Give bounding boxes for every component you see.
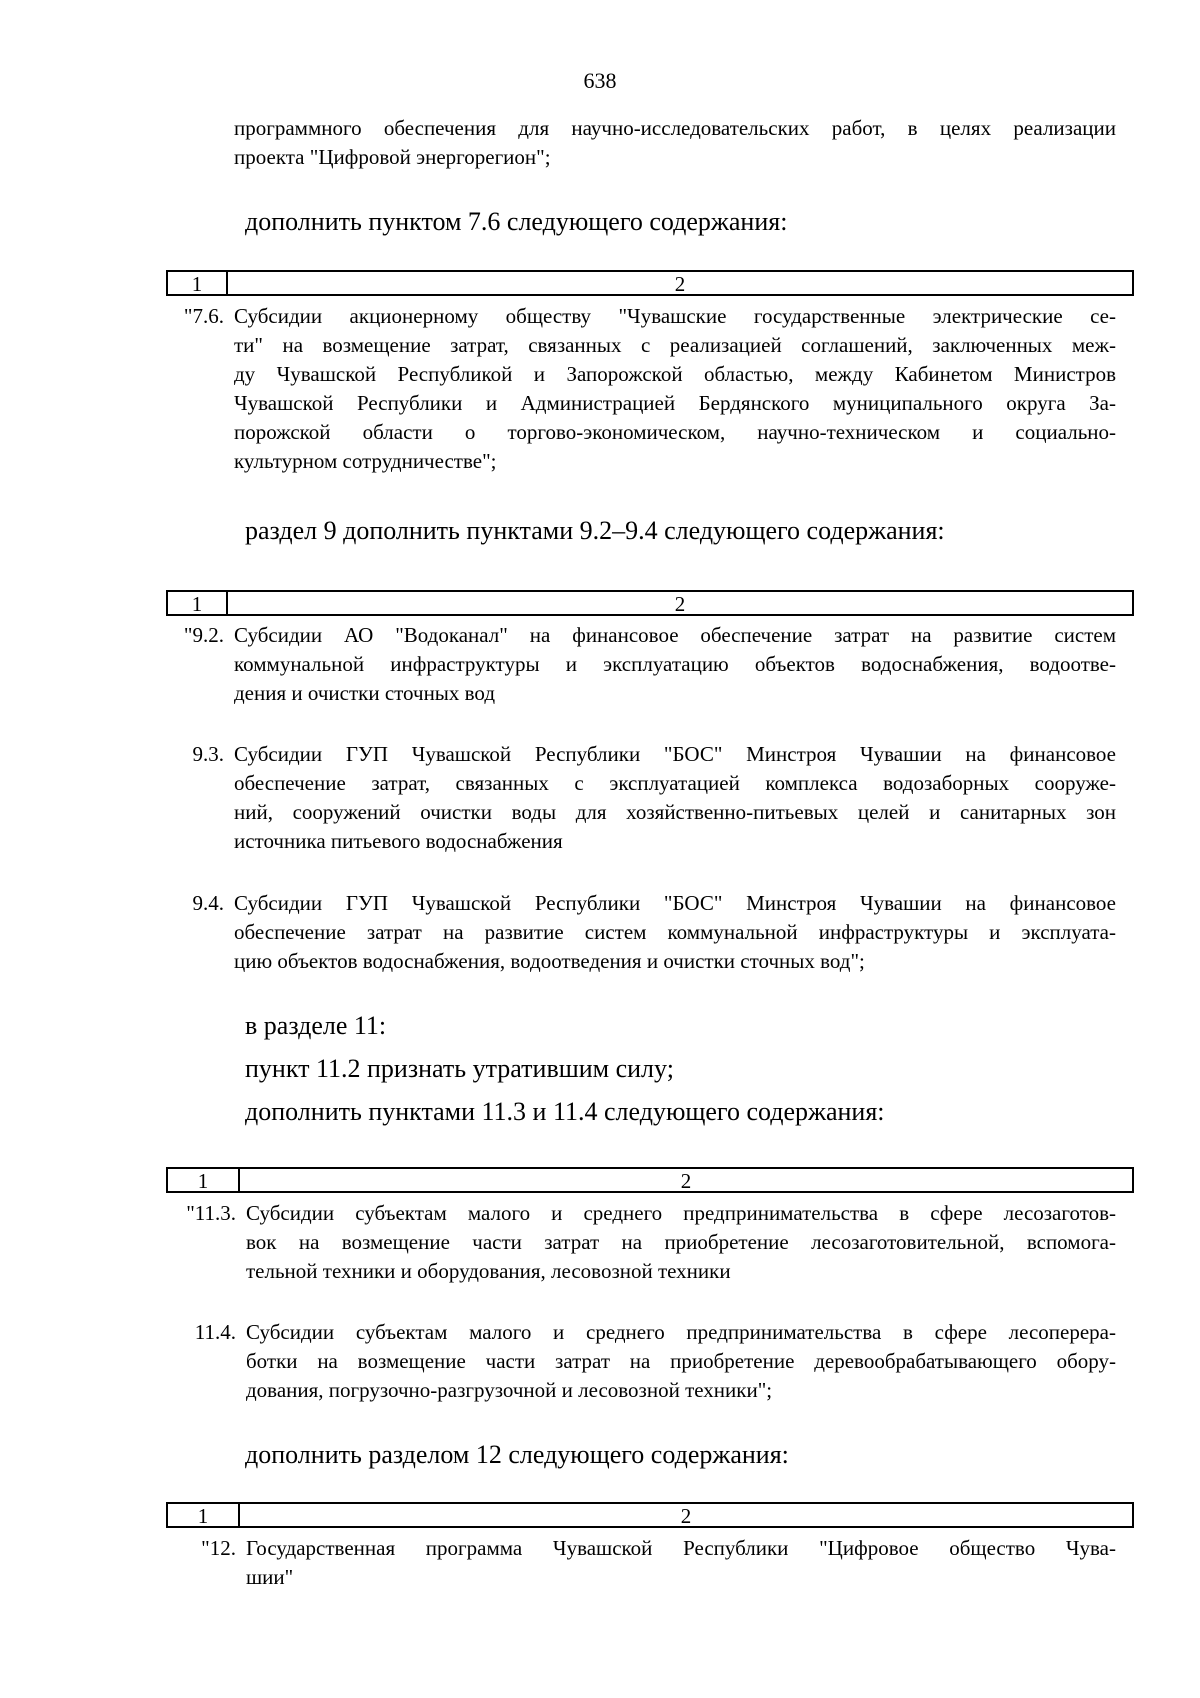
section-11-amend: дополнить пунктами 11.3 и 11.4 следующего содержания:: [245, 1097, 885, 1126]
section-11-repeal: пункт 11.2 признать утратившим силу;: [245, 1054, 674, 1083]
item-7-6-text: [234, 302, 1116, 476]
item-line: Государственная программа Чувашской Республики "Цифровое общество Чува-: [246, 1536, 1116, 1560]
item-line: источника питьевого водоснабжения: [234, 829, 563, 853]
intro-line: проекта "Цифровой энергорегион";: [234, 145, 551, 169]
item-number: 11.4.: [194, 1320, 236, 1344]
table-header: [166, 270, 1134, 296]
table-header-col1: 1: [168, 592, 228, 614]
item-line: дения и очистки сточных вод: [234, 681, 496, 705]
item-number: "12.: [201, 1536, 236, 1560]
section-11-heading: в разделе 11:: [245, 1011, 387, 1040]
item-line: Субсидии АО "Водоканал" на финансовое обеспечение затрат на развитие систем: [234, 623, 1116, 647]
item-line: ний, сооружений очистки воды для хозяйственно-питьевых целей и санитарных зон: [234, 800, 1116, 824]
item-line: цию объектов водоснабжения, водоотведения и очистки сточных вод";: [234, 949, 865, 973]
table-header-col1: 1: [168, 272, 228, 294]
table-header: [166, 1502, 1134, 1528]
item-line: ти" на возмещение затрат, связанных с реализацией соглашений, заключенных меж-: [234, 333, 1116, 357]
item-12-text: [246, 1534, 1116, 1592]
item-line: дования, погрузочно-разгрузочной и лесовозной техники";: [246, 1378, 773, 1402]
item-line: ду Чувашской Республикой и Запорожской областью, между Кабинетом Министров: [234, 362, 1116, 386]
item-line: вок на возмещение части затрат на приобретение лесозаготовительной, вспомога-: [246, 1230, 1116, 1254]
item-9-4-text: [234, 889, 1116, 976]
table-header-col2: 2: [674, 272, 686, 296]
item-line: обеспечение затрат, связанных с эксплуатацией комплекса водозаборных сооруже-: [234, 771, 1116, 795]
item-11-4-text: [246, 1318, 1116, 1405]
item-number: 9.3.: [192, 742, 224, 766]
item-line: коммунальной инфраструктуры и эксплуатацию объектов водоснабжения, водоотве-: [234, 652, 1116, 676]
table-header-col2: 2: [680, 1504, 692, 1528]
item-line: Субсидии ГУП Чувашской Республики "БОС" Минстроя Чувашии на финансовое: [234, 742, 1116, 766]
table-header-col1: 1: [168, 1504, 240, 1526]
item-line: тельной техники и оборудования, лесовозной техники: [246, 1259, 731, 1283]
item-line: Субсидии акционерному обществу "Чувашские государственные электрические се-: [234, 304, 1116, 328]
item-9-2-text: [234, 621, 1116, 708]
amend-12-heading: дополнить разделом 12 следующего содержания:: [245, 1440, 789, 1469]
item-number: 9.4.: [192, 891, 224, 915]
item-11-3-text: [246, 1199, 1116, 1286]
intro-line: программного обеспечения для научно-исследовательских работ, в целях реализации: [234, 116, 1116, 140]
table-header-col2: 2: [674, 592, 686, 616]
amend-7-6-heading: дополнить пунктом 7.6 следующего содержания:: [245, 207, 788, 236]
table-header-col2: 2: [680, 1169, 692, 1193]
table-header: [166, 1167, 1134, 1193]
item-number: "11.3.: [186, 1201, 236, 1225]
intro-paragraph: [234, 114, 1116, 172]
item-line: Субсидии ГУП Чувашской Республики "БОС" Минстроя Чувашии на финансовое: [234, 891, 1116, 915]
item-line: шии": [246, 1565, 294, 1589]
item-line: Чувашской Республики и Администрацией Бердянского муниципального округа За-: [234, 391, 1116, 415]
item-line: обеспечение затрат на развитие систем коммунальной инфраструктуры и эксплуата-: [234, 920, 1116, 944]
table-header-col1: 1: [168, 1169, 240, 1191]
item-line: Субсидии субъектам малого и среднего предпринимательства в сфере лесозаготов-: [246, 1201, 1116, 1225]
item-9-3-text: [234, 740, 1116, 856]
item-line: Субсидии субъектам малого и среднего предпринимательства в сфере лесоперера-: [246, 1320, 1116, 1344]
item-line: порожской области о торгово-экономическом, научно-техническом и социально-: [234, 420, 1116, 444]
item-number: "7.6.: [183, 304, 224, 328]
page-number: 638: [583, 68, 617, 93]
item-line: культурном сотрудничестве";: [234, 449, 497, 473]
item-number: "9.2.: [183, 623, 224, 647]
amend-9-heading: раздел 9 дополнить пунктами 9.2–9.4 следующего содержания:: [245, 516, 945, 545]
table-header: [166, 590, 1134, 616]
item-line: ботки на возмещение части затрат на приобретение деревообрабатывающего обору-: [246, 1349, 1116, 1373]
